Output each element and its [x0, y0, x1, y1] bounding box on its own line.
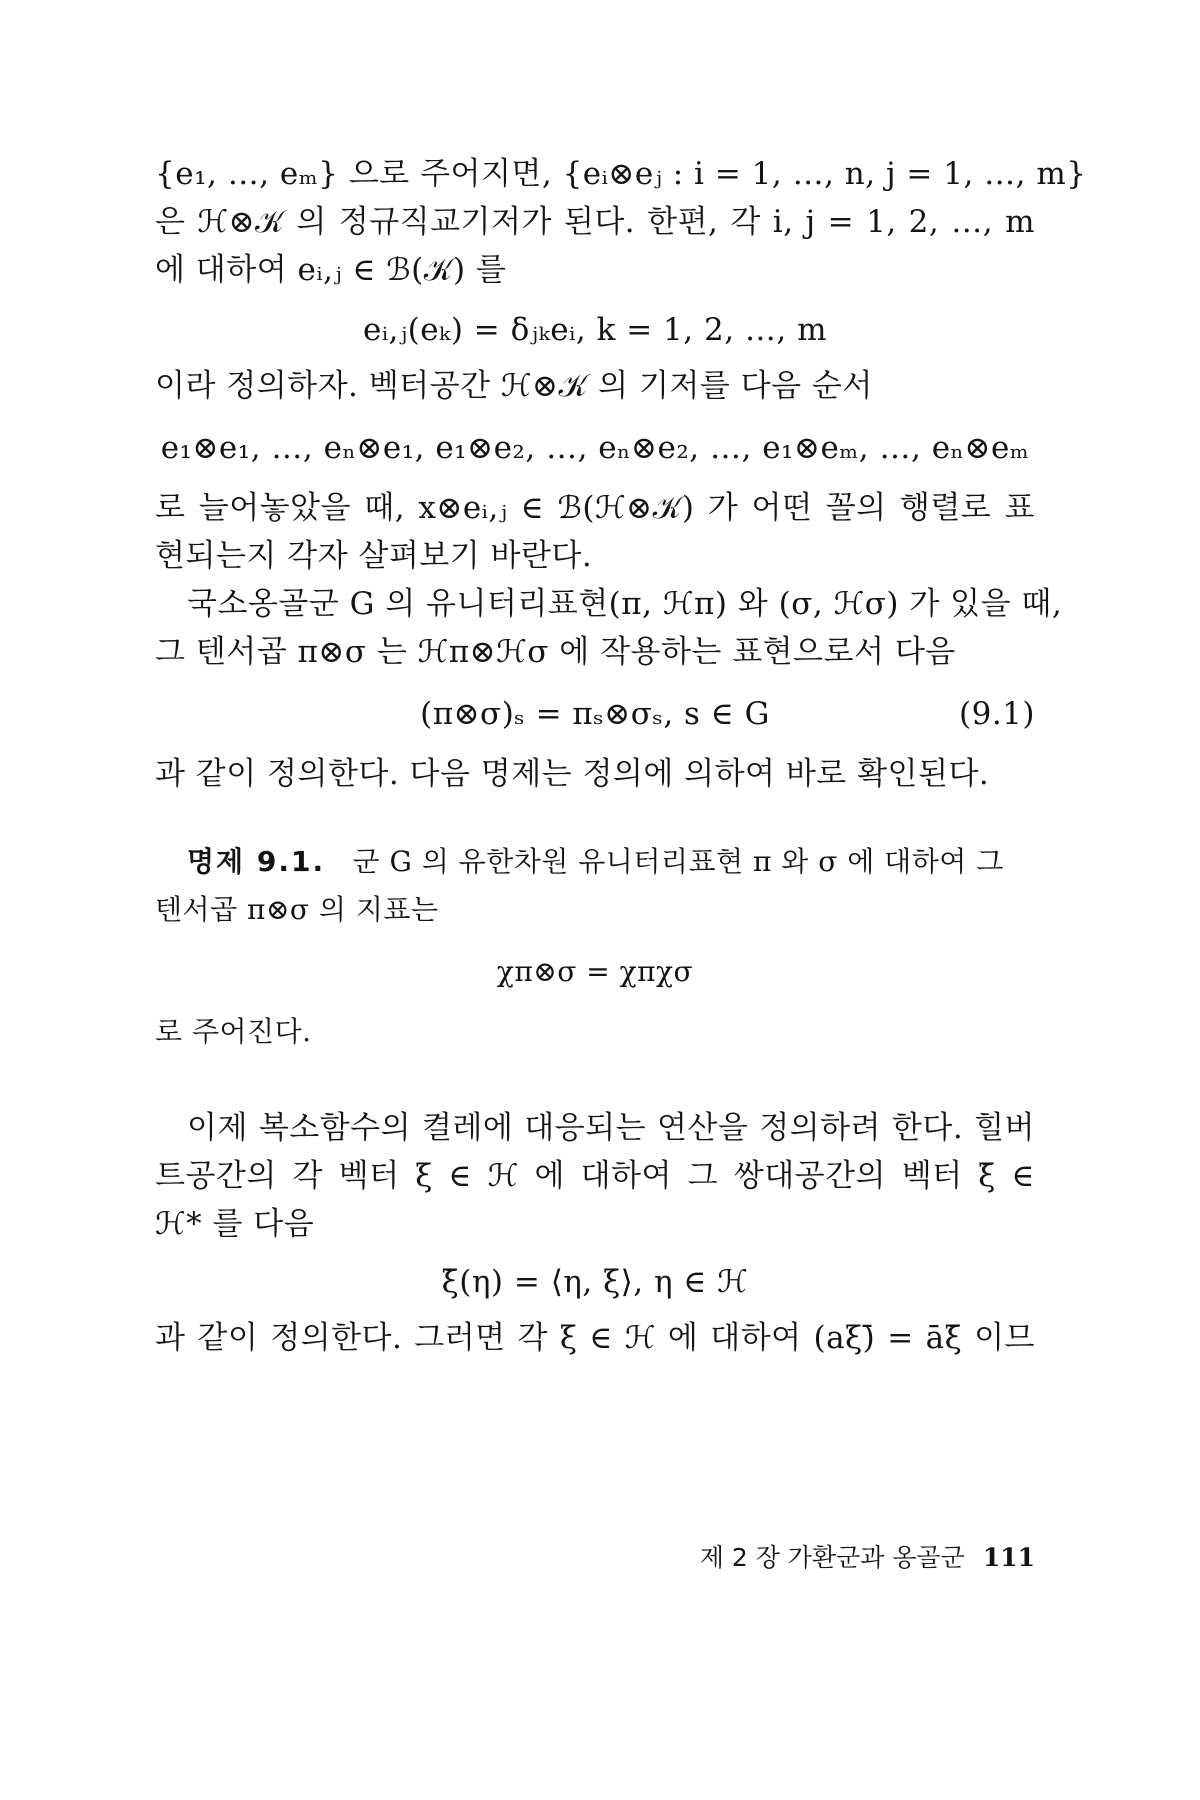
- text-line-9: 국소옹골군 G 의 유니터리표현(π, ℋπ) 와 (σ, ℋσ) 가 있을 때,: [187, 586, 1063, 622]
- text-line-21: 과 같이 정의한다. 그러면 각 ξ ∈ ℋ 에 대하여 (aξ)̄ = āξ̄ 이므: [155, 1320, 1035, 1356]
- text-line-3: 에 대하여 eᵢ,ⱼ ∈ ℬ(𝒦) 를: [155, 252, 507, 288]
- chapter-title: 제 2 장 가환군과 옹골군: [699, 1543, 965, 1572]
- proposition-label: 명제 9.1.: [187, 845, 326, 878]
- text-line-18: 트공간의 각 벡터 ξ ∈ ℋ 에 대하여 그 쌍대공간의 벡터 ξ̄ ∈: [155, 1158, 1035, 1194]
- equation-basis-operator: eᵢ,ⱼ(eₖ) = δⱼₖeᵢ, k = 1, 2, …, m: [362, 312, 828, 348]
- text-line-8: 현되는지 각자 살펴보기 바란다.: [155, 538, 593, 574]
- equation-9-1-row: [155, 690, 1035, 738]
- text-line-17: 이제 복소함수의 켤레에 대응되는 연산을 정의하려 한다. 힐버: [187, 1110, 1035, 1146]
- equation-character: χπ⊗σ = χπχσ: [496, 955, 694, 988]
- page-number: 111: [982, 1543, 1035, 1572]
- proposition-line-3: 로 주어진다.: [155, 1015, 312, 1048]
- text-line-12: 과 같이 정의한다. 다음 명제는 정의에 의하여 바로 확인된다.: [155, 756, 990, 792]
- equation-basis-order: e₁⊗e₁, …, eₙ⊗e₁, e₁⊗e₂, …, eₙ⊗e₂, …, e₁⊗eₘ, …, eₙ⊗eₘ: [160, 430, 1030, 466]
- text-line-1: {e₁, …, eₘ} 으로 주어지면, {eᵢ⊗eⱼ : i = 1, …, n, j = 1, …, m}: [155, 156, 1087, 192]
- equation-9-1: (π⊗σ)ₛ = πₛ⊗σₛ, s ∈ G: [420, 696, 770, 732]
- text-line-7: 로 늘어놓았을 때, x⊗eᵢ,ⱼ ∈ ℬ(ℋ⊗𝒦) 가 어떤 꼴의 행렬로 표: [155, 490, 1035, 526]
- running-footer: [640, 1538, 1035, 1578]
- proposition-text: 군 G 의 유한차원 유니터리표현 π 와 σ 에 대하여 그: [352, 845, 1004, 878]
- equation-conjugate: ξ̄(η) = ⟨η, ξ⟩, η ∈ ℋ: [441, 1264, 749, 1300]
- proposition-9-1: [155, 838, 1035, 886]
- text-line-10: 그 텐서곱 π⊗σ 는 ℋπ⊗ℋσ 에 작용하는 표현으로서 다음: [155, 634, 956, 670]
- text-line-19: ℋ* 를 다음: [155, 1206, 315, 1242]
- equation-number: (9.1): [959, 696, 1035, 732]
- text-line-2: 은 ℋ⊗𝒦 의 정규직교기저가 된다. 한편, 각 i, j = 1, 2, …, m: [155, 204, 1035, 240]
- proposition-line-2: 텐서곱 π⊗σ 의 지표는: [155, 893, 439, 926]
- text-line-5: 이라 정의하자. 벡터공간 ℋ⊗𝒦 의 기저를 다음 순서: [155, 368, 873, 404]
